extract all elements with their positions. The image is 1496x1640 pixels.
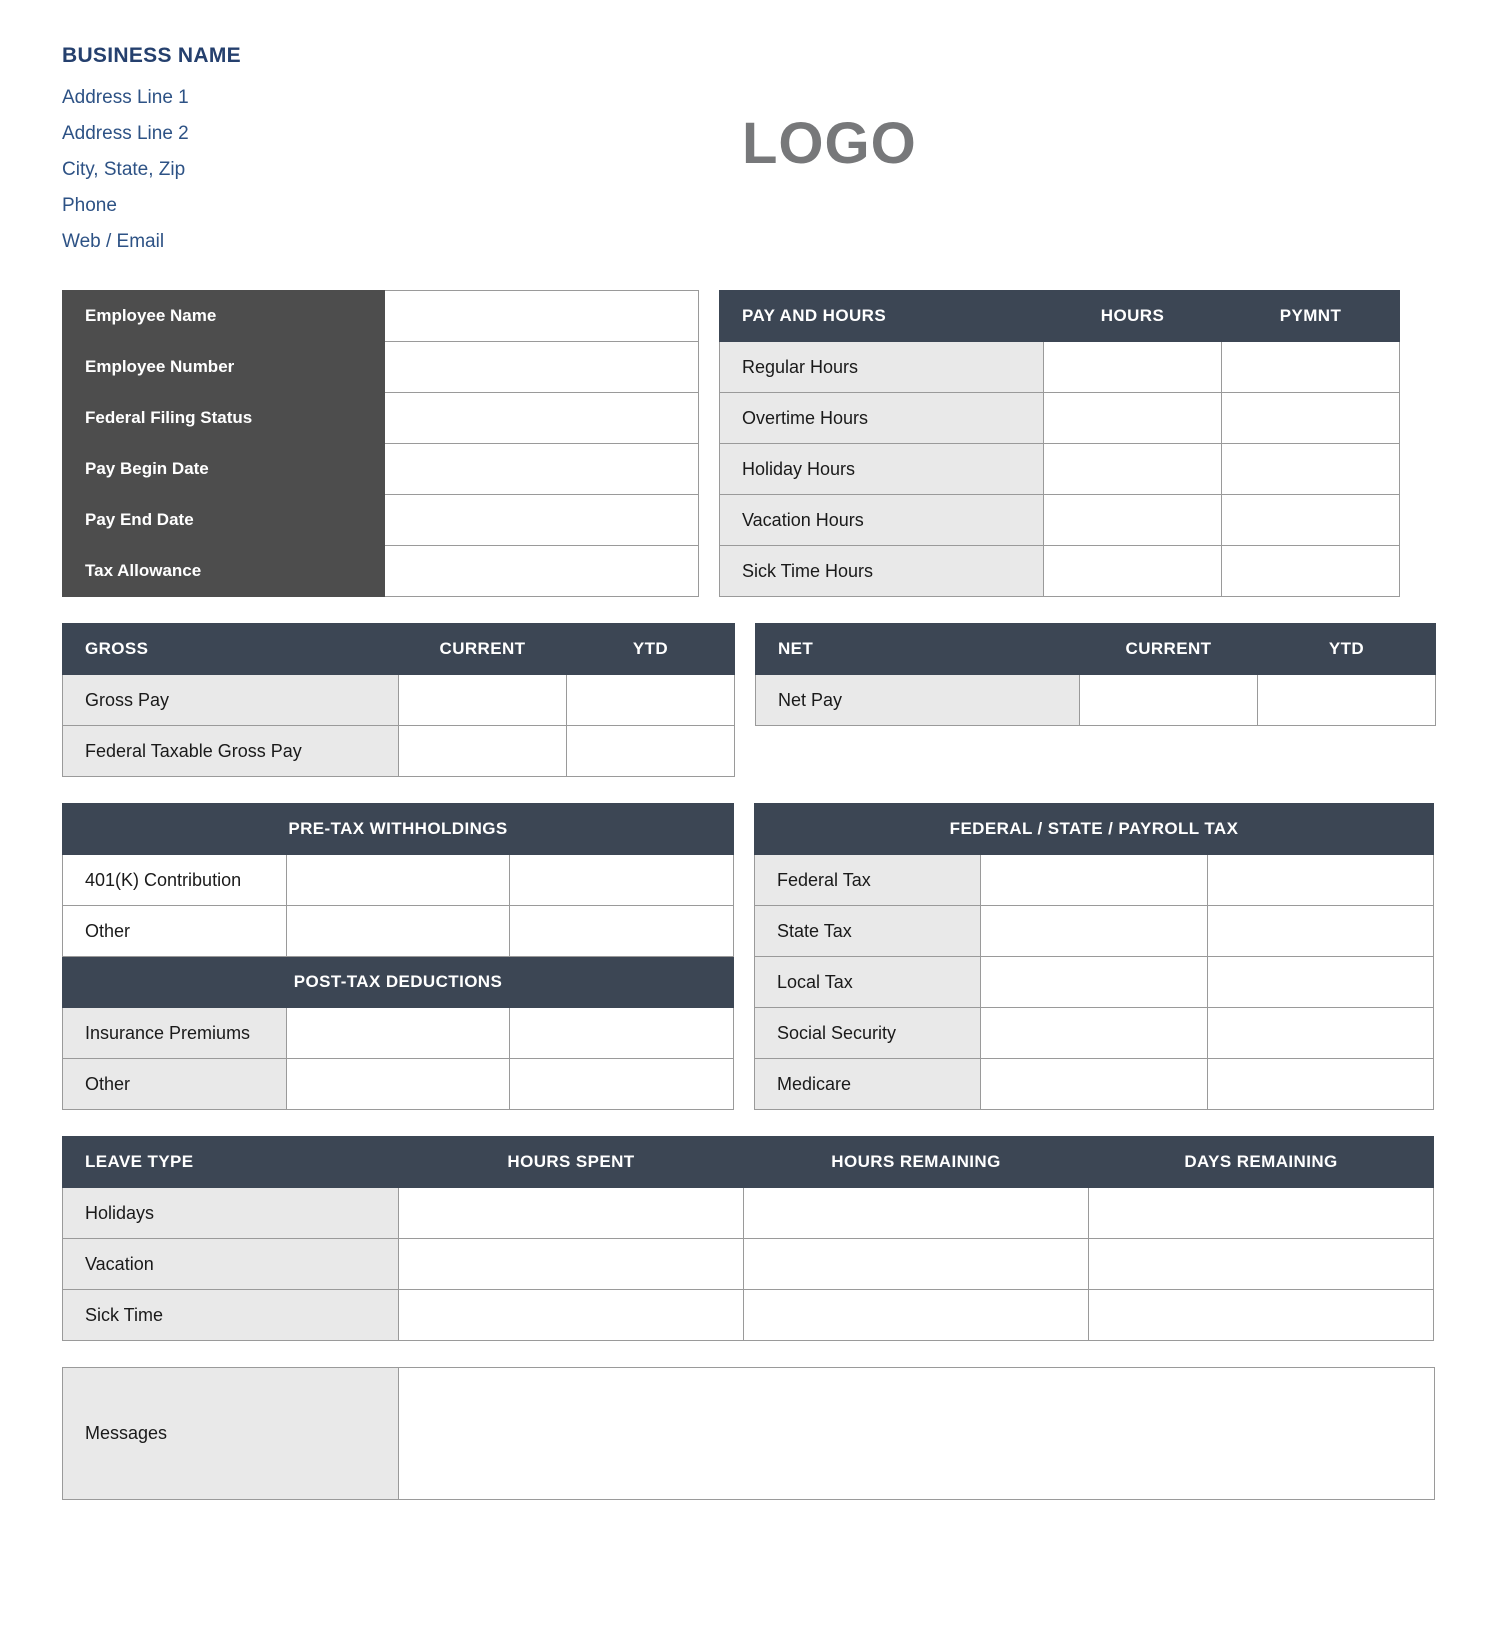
withholdings-deductions-table [62, 803, 734, 1110]
gross-and-net-section [62, 623, 1434, 777]
pay-begin-date-value[interactable] [385, 444, 699, 495]
holidays-days-remaining[interactable] [1089, 1188, 1434, 1239]
messages-section [62, 1367, 1434, 1500]
table-row [63, 393, 699, 444]
overtime-hours-label: Overtime Hours [720, 393, 1044, 444]
employee-name-label: Employee Name [63, 291, 385, 342]
sick-time-days-remaining[interactable] [1089, 1290, 1434, 1341]
federal-tax-current[interactable] [981, 855, 1207, 906]
net-pay-ytd[interactable] [1258, 675, 1436, 726]
sick-time-hours-remaining[interactable] [744, 1290, 1089, 1341]
tax-allowance-label: Tax Allowance [63, 546, 385, 597]
employee-number-label: Employee Number [63, 342, 385, 393]
table-row [63, 1008, 734, 1059]
table-row [63, 855, 734, 906]
address-web-email: Web / Email [62, 231, 165, 252]
401k-contribution-current[interactable] [286, 855, 510, 906]
401k-contribution-ytd[interactable] [510, 855, 734, 906]
social-security-current[interactable] [981, 1008, 1207, 1059]
employee-number-value[interactable] [385, 342, 699, 393]
gross-pay-current[interactable] [399, 675, 567, 726]
employee-name-value[interactable] [385, 291, 699, 342]
social-security-ytd[interactable] [1207, 1008, 1433, 1059]
federal-tax-label: Federal Tax [755, 855, 981, 906]
insurance-premiums-current[interactable] [286, 1008, 510, 1059]
pay-end-date-label: Pay End Date [63, 495, 385, 546]
document-header [62, 44, 1434, 260]
holiday-hours-pymnt[interactable] [1222, 444, 1400, 495]
table-row [63, 1059, 734, 1110]
hours-spent-header: HOURS SPENT [399, 1137, 744, 1188]
messages-label: Messages [63, 1368, 399, 1500]
table-header-row [63, 1137, 1434, 1188]
holidays-label: Holidays [63, 1188, 399, 1239]
tax-allowance-value[interactable] [385, 546, 699, 597]
sick-time-hours-spent[interactable] [399, 1290, 744, 1341]
table-row [63, 726, 735, 777]
social-security-label: Social Security [755, 1008, 981, 1059]
net-spacer-cell [1258, 726, 1436, 777]
table-row [755, 957, 1434, 1008]
post-tax-deductions-header: POST-TAX DEDUCTIONS [63, 957, 734, 1008]
hours-header: HOURS [1044, 291, 1222, 342]
pymnt-header: PYMNT [1222, 291, 1400, 342]
messages-table [62, 1367, 1435, 1500]
net-pay-current[interactable] [1080, 675, 1258, 726]
holidays-hours-spent[interactable] [399, 1188, 744, 1239]
401k-contribution-label: 401(K) Contribution [63, 855, 287, 906]
table-header-row [720, 291, 1400, 342]
table-row [720, 546, 1400, 597]
table-row [755, 855, 1434, 906]
medicare-ytd[interactable] [1207, 1059, 1433, 1110]
federal-state-payroll-tax-header: FEDERAL / STATE / PAYROLL TAX [755, 804, 1434, 855]
gross-ytd-header: YTD [567, 624, 735, 675]
federal-taxable-gross-pay-label: Federal Taxable Gross Pay [63, 726, 399, 777]
gross-table [62, 623, 735, 777]
table-row [720, 495, 1400, 546]
net-table [755, 623, 1436, 777]
net-header: NET [756, 624, 1080, 675]
net-spacer-cell [756, 726, 1080, 777]
withholdings-and-taxes-section [62, 803, 1434, 1110]
leave-table [62, 1136, 1434, 1341]
pre-tax-other-ytd[interactable] [510, 906, 734, 957]
table-spacer-row [756, 726, 1436, 777]
table-header-row [63, 804, 734, 855]
local-tax-label: Local Tax [755, 957, 981, 1008]
local-tax-current[interactable] [981, 957, 1207, 1008]
net-spacer-cell [1080, 726, 1258, 777]
sick-time-label: Sick Time [63, 1290, 399, 1341]
table-row [756, 675, 1436, 726]
pre-tax-other-current[interactable] [286, 906, 510, 957]
net-current-header: CURRENT [1080, 624, 1258, 675]
table-row [63, 1368, 1435, 1500]
gross-header: GROSS [63, 624, 399, 675]
table-header-row [756, 624, 1436, 675]
hours-remaining-header: HOURS REMAINING [744, 1137, 1089, 1188]
table-row [63, 291, 699, 342]
federal-taxable-gross-pay-current[interactable] [399, 726, 567, 777]
taxes-table [754, 803, 1434, 1110]
regular-hours-label: Regular Hours [720, 342, 1044, 393]
sick-time-hours-pymnt[interactable] [1222, 546, 1400, 597]
table-row [755, 1059, 1434, 1110]
post-tax-other-current[interactable] [286, 1059, 510, 1110]
table-row [63, 342, 699, 393]
gross-pay-label: Gross Pay [63, 675, 399, 726]
table-row [755, 906, 1434, 957]
table-row [63, 1188, 1434, 1239]
pay-and-hours-table [719, 290, 1400, 597]
sick-time-hours-label: Sick Time Hours [720, 546, 1044, 597]
address-line-1: Address Line 1 [62, 87, 189, 108]
state-tax-label: State Tax [755, 906, 981, 957]
gross-current-header: CURRENT [399, 624, 567, 675]
state-tax-current[interactable] [981, 906, 1207, 957]
holiday-hours-value[interactable] [1044, 444, 1222, 495]
vacation-hours-remaining[interactable] [744, 1239, 1089, 1290]
table-row [63, 675, 735, 726]
holiday-hours-label: Holiday Hours [720, 444, 1044, 495]
address-line-2: Address Line 2 [62, 123, 189, 144]
medicare-current[interactable] [981, 1059, 1207, 1110]
table-row [63, 906, 734, 957]
table-header-row [755, 804, 1434, 855]
net-ytd-header: YTD [1258, 624, 1436, 675]
table-row [720, 342, 1400, 393]
state-tax-ytd[interactable] [1207, 906, 1433, 957]
post-tax-other-label: Other [63, 1059, 287, 1110]
overtime-hours-value[interactable] [1044, 393, 1222, 444]
regular-hours-pymnt[interactable] [1222, 342, 1400, 393]
pre-tax-withholdings-header: PRE-TAX WITHHOLDINGS [63, 804, 734, 855]
vacation-days-remaining[interactable] [1089, 1239, 1434, 1290]
leave-section [62, 1136, 1434, 1341]
regular-hours-value[interactable] [1044, 342, 1222, 393]
insurance-premiums-ytd[interactable] [510, 1008, 734, 1059]
pay-begin-date-label: Pay Begin Date [63, 444, 385, 495]
vacation-hours-spent[interactable] [399, 1239, 744, 1290]
table-header-row [63, 624, 735, 675]
insurance-premiums-label: Insurance Premiums [63, 1008, 287, 1059]
federal-tax-ytd[interactable] [1207, 855, 1433, 906]
table-row [755, 1008, 1434, 1059]
vacation-hours-label: Vacation Hours [720, 495, 1044, 546]
table-row [63, 1239, 1434, 1290]
table-row [720, 393, 1400, 444]
table-row [63, 1290, 1434, 1341]
holidays-hours-remaining[interactable] [744, 1188, 1089, 1239]
table-row [720, 444, 1400, 495]
overtime-hours-pymnt[interactable] [1222, 393, 1400, 444]
address-phone: Phone [62, 195, 117, 216]
table-row [63, 546, 699, 597]
employee-info-table [62, 290, 699, 597]
pay-and-hours-header: PAY AND HOURS [720, 291, 1044, 342]
table-header-row [63, 957, 734, 1008]
pre-tax-other-label: Other [63, 906, 287, 957]
employee-and-hours-section [62, 290, 1434, 597]
leave-type-header: LEAVE TYPE [63, 1137, 399, 1188]
vacation-hours-pymnt[interactable] [1222, 495, 1400, 546]
days-remaining-header: DAYS REMAINING [1089, 1137, 1434, 1188]
vacation-hours-value[interactable] [1044, 495, 1222, 546]
table-row [63, 444, 699, 495]
vacation-label: Vacation [63, 1239, 399, 1290]
federal-taxable-gross-pay-ytd[interactable] [567, 726, 735, 777]
address-city-state-zip: City, State, Zip [62, 159, 186, 180]
logo-placeholder: LOGO [742, 111, 917, 176]
table-row [63, 495, 699, 546]
post-tax-other-ytd[interactable] [510, 1059, 734, 1110]
pay-end-date-value[interactable] [385, 495, 699, 546]
gross-pay-ytd[interactable] [567, 675, 735, 726]
federal-filing-status-value[interactable] [385, 393, 699, 444]
federal-filing-status-label: Federal Filing Status [63, 393, 385, 444]
business-info [62, 44, 682, 260]
medicare-label: Medicare [755, 1059, 981, 1110]
business-name: BUSINESS NAME [62, 44, 241, 67]
net-pay-label: Net Pay [756, 675, 1080, 726]
sick-time-hours-value[interactable] [1044, 546, 1222, 597]
messages-value[interactable] [399, 1368, 1435, 1500]
local-tax-ytd[interactable] [1207, 957, 1433, 1008]
